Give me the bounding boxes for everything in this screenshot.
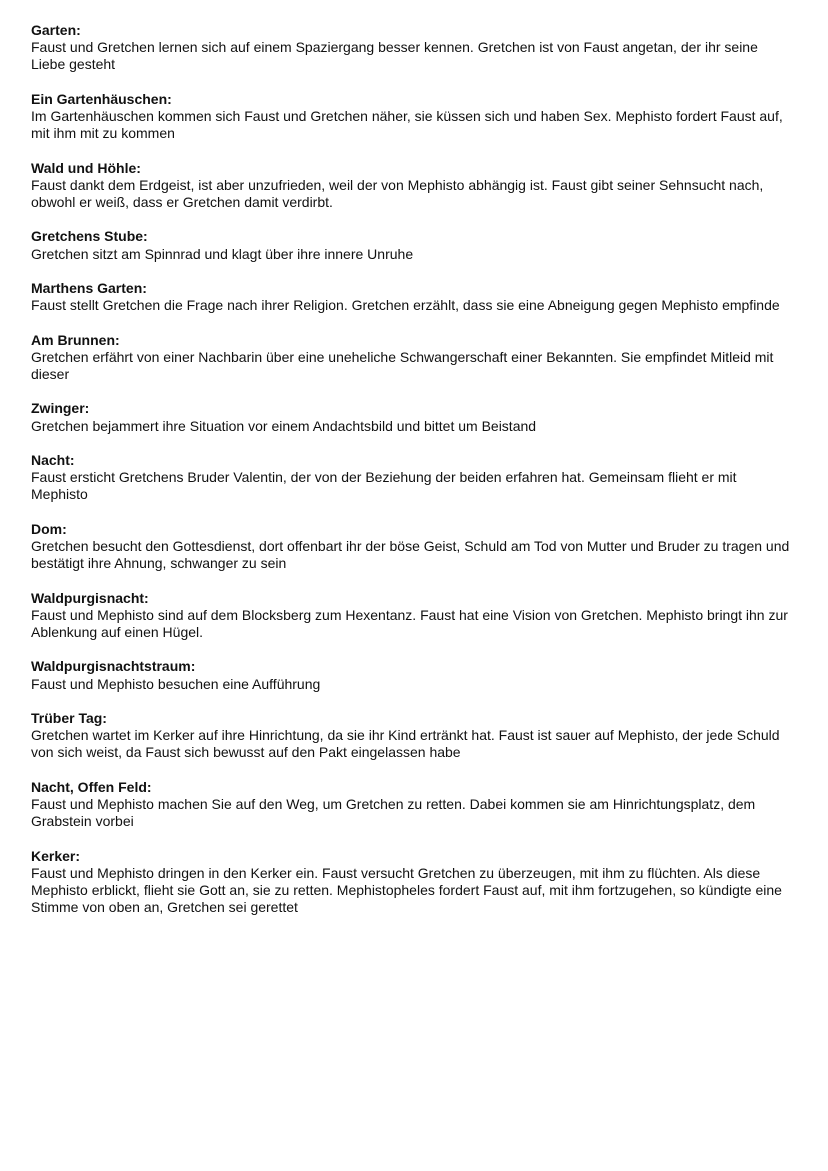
scene-summary: Gretchen besucht den Gottesdienst, dort offenbart ihr der böse Geist, Schuld am Tod von Mutter und Bruder zu tragen und bestätigt ihre Ahnung, schwanger zu sein [31, 537, 790, 572]
scene-summary: Im Gartenhäuschen kommen sich Faust und Gretchen näher, sie küssen sich und haben Sex. Mephisto fordert Faust auf, mit ihm mit zu kommen [31, 108, 783, 142]
scene-section-trueber-tag [31, 710, 791, 762]
scene-summary: Gretchen erfährt von einer Nachbarin über eine uneheliche Schwangerschaft einer Bekannten. Sie empfindet Mitleid mit dieser [31, 348, 774, 382]
scene-summary: Faust und Mephisto sind auf dem Blocksberg zum Hexentanz. Faust hat eine Vision von Gretchen. Mephisto bringt ihn zur Ablenkung auf einen Hügel. [31, 606, 788, 640]
scene-section-dom [31, 521, 791, 573]
scene-summary: Faust und Mephisto besuchen eine Aufführung [31, 675, 321, 692]
scene-title: Wald und Höhle: [31, 159, 141, 176]
scene-section-am-brunnen [31, 332, 791, 384]
scene-title: Waldpurgisnacht: [31, 589, 149, 606]
scene-title: Kerker: [31, 847, 81, 864]
scene-title: Dom: [31, 520, 67, 537]
scene-section-nacht [31, 452, 791, 504]
scene-section-nacht-offen-feld [31, 779, 791, 831]
scene-section-wald-und-hoehle [31, 160, 791, 212]
scene-title: Am Brunnen: [31, 331, 120, 348]
scene-summary: Faust und Mephisto machen Sie auf den Weg, um Gretchen zu retten. Dabei kommen sie am Hinrichtungsplatz, dem Grabstein vorbei [31, 795, 756, 830]
scene-title: Garten: [31, 22, 81, 38]
scene-section-garten [31, 22, 791, 74]
scene-section-gretchens-stube [31, 228, 791, 262]
scene-summary: Gretchen wartet im Kerker auf ihre Hinrichtung, da sie ihr Kind ertränkt hat. Faust ist sauer auf Mephisto, der jede Schuld von sich weist, da Faust sich bewusst auf den Pakt eingelassen habe [31, 727, 780, 761]
scene-section-waldpurgisnachtstraum [31, 658, 791, 692]
scene-title: Nacht: [31, 451, 75, 468]
scene-summary: Faust dankt dem Erdgeist, ist aber unzufrieden, weil der von Mephisto abhängig ist. Faust gibt seiner Sehnsucht nach, obwohl er weiß, dass er Gretchen damit verdirbt. [31, 176, 764, 210]
scene-summary: Faust ersticht Gretchens Bruder Valentin, der von der Beziehung der beiden erfahren hat. Gemeinsam flieht er mit Mephisto [31, 469, 737, 503]
scene-title: Marthens Garten: [31, 279, 147, 296]
scene-title: Waldpurgisnachtstraum: [31, 658, 196, 675]
scene-title: Nacht, Offen Feld: [31, 778, 152, 795]
scene-summary: Faust stellt Gretchen die Frage nach ihrer Religion. Gretchen erzählt, dass sie eine Abneigung gegen Mephisto empfinde [31, 297, 780, 314]
scene-section-kerker [31, 848, 791, 917]
scene-summary: Faust und Mephisto dringen in den Kerker ein. Faust versucht Gretchen zu überzeugen, mit ihm zu flüchten. Als diese Mephisto erblickt, flieht sie Gott an, sie zu retten. Mephistopheles fordert Faust auf, mit ihm fortzugehen, so kündigte eine Stimme von oben an, Gretchen sei gerettet [31, 864, 782, 916]
scene-summary: Gretchen bejammert ihre Situation vor einem Andachtsbild und bittet um Beistand [31, 417, 537, 434]
scene-title: Zwinger: [31, 400, 90, 417]
scene-title: Gretchens Stube: [31, 228, 148, 245]
scene-section-waldpurgisnacht [31, 590, 791, 642]
scene-title: Ein Gartenhäuschen: [31, 90, 172, 107]
scene-summary: Gretchen sitzt am Spinnrad und klagt über ihre innere Unruhe [31, 245, 414, 262]
scene-summary: Faust und Gretchen lernen sich auf einem Spaziergang besser kennen. Gretchen ist von Faust angetan, der ihr seine Liebe gesteht [31, 39, 758, 73]
scene-section-gartenhaeuschen [31, 91, 791, 143]
scene-section-zwinger [31, 400, 791, 434]
scene-title: Trüber Tag: [31, 709, 107, 726]
document-page [31, 22, 791, 934]
scene-section-marthens-garten [31, 280, 791, 314]
